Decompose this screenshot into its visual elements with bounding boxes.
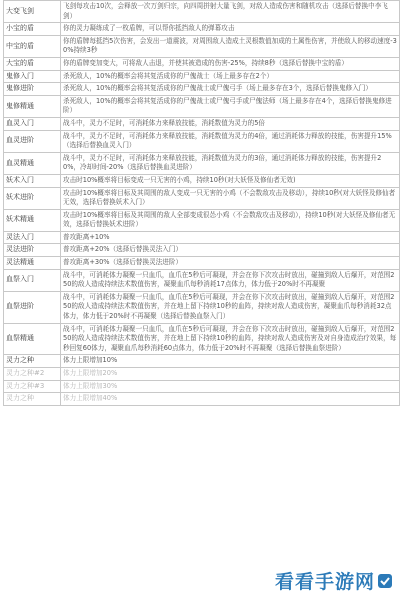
table-row [4, 257, 400, 270]
skill-name: 中宝的盾 [4, 35, 61, 57]
skill-name: 血祭入门 [4, 269, 61, 291]
skill-description: 战斗中，可消耗体力凝聚一只血爪，血爪在5秒后可凝现，并会在你下次攻击时放出，碰撞到敌人后爆开，对范围250的敌人造成持续法术数值伤害，凝聚血爪每秒消耗17点体力，体力低于20%时不再凝聚 [61, 269, 400, 291]
skill-description: 攻击时10%概率将目标及其周围的敌人变成一只无害的小鸡（不会数敌攻击及移动），持续10秒(对大妖怪及修仙者无效，选择后替换妖术入门） [61, 187, 400, 209]
skill-description: 战斗中，灵力不足时，可消耗体力来释放技能，消耗数值为灵力的3倍，通过消耗体力释放的技能，伤害提升20%，冷却时间-20%（选择后替换血灵进阶） [61, 152, 400, 174]
skill-name: 血祭进阶 [4, 291, 61, 323]
skill-name: 大变飞剑 [4, 1, 61, 23]
skill-name: 灵力之种 [4, 355, 61, 368]
skill-name: 血祭精通 [4, 323, 61, 355]
skill-name: 鬼修精通 [4, 95, 61, 117]
skill-description: 体力上限增加10% [61, 355, 400, 368]
table-row [4, 23, 400, 36]
skill-description: 战斗中，灵力不足时，可消耗体力来释放技能，消耗数值为灵力的4倍，通过消耗体力释放的技能，伤害提升15%（选择后替换血灵入门） [61, 130, 400, 152]
skill-description: 你的灵力凝练成了一枚盾牌，可以帮你抵挡敌人的弹幕攻击 [61, 23, 400, 36]
skill-name: 灵法进阶 [4, 244, 61, 257]
skill-description: 战斗中，灵力不足时，可消耗体力来释放技能，消耗数值为灵力的5倍 [61, 117, 400, 130]
table-row [4, 368, 400, 381]
skill-name: 灵力之种#3 [4, 380, 61, 393]
skill-description: 飞剑每攻击10次，会释放一次万剑归宗，向四周拼射大量飞剑，对敌人造成伤害和随机攻击（选择后替换中李飞剑） [61, 1, 400, 23]
skill-name: 灵法精通 [4, 257, 61, 270]
skill-description: 体力上限增加40% [61, 393, 400, 406]
table-row [4, 83, 400, 96]
skill-name: 灵法入门 [4, 231, 61, 244]
table-row [4, 393, 400, 406]
skill-name: 血灵精通 [4, 152, 61, 174]
table-row [4, 35, 400, 57]
skill-table [3, 0, 400, 406]
watermark-text: 看看手游网 [274, 571, 375, 593]
table-row [4, 231, 400, 244]
skill-description: 攻击时10%概率将目标变成一只无害的小鸡，持续10秒(对大妖怪及修仙者无效) [61, 174, 400, 187]
table-row [4, 187, 400, 209]
skill-name: 妖术精通 [4, 209, 61, 231]
skill-description: 普攻距离+20%（选择后替换灵法入门） [61, 244, 400, 257]
table-row [4, 130, 400, 152]
skill-name: 灵力之种 [4, 393, 61, 406]
skill-name: 鬼修进阶 [4, 83, 61, 96]
skill-description: 你的盾牌每抵挡5次伤害，会发出一道震波，对周围敌人造成土灵根数值加成的土属性伤害，并使敌人的移动速度-30%持续3秒 [61, 35, 400, 57]
skill-name: 灵力之种#2 [4, 368, 61, 381]
skill-name: 妖术入门 [4, 174, 61, 187]
skill-name: 鬼修入门 [4, 70, 61, 83]
skill-description: 体力上限增加30% [61, 380, 400, 393]
skill-name: 妖术进阶 [4, 187, 61, 209]
skill-name: 小宝的盾 [4, 23, 61, 36]
table-row [4, 57, 400, 70]
table-row [4, 269, 400, 291]
skill-description: 你的盾牌变加变大，可将敌人击退，并使其被造成的伤害-25%，持续8秒（选择后替换中宝的盾） [61, 57, 400, 70]
table-row [4, 174, 400, 187]
skill-description: 体力上限增加20% [61, 368, 400, 381]
skill-name: 大宝的盾 [4, 57, 61, 70]
skill-description: 杀死敌人，10%的概率会将其复活成你的尸傀战士或尸傀弓手或尸傀法师（场上最多存在4个，选择后替换鬼修进阶） [61, 95, 400, 117]
skill-description: 攻击时10%概率将目标及其周围的敌人全部变成很怂小鸡（不会数敌攻击及移动），持续10秒(对大妖怪及修仙者无效，选择后替换妖术进阶） [61, 209, 400, 231]
table-row [4, 355, 400, 368]
table-row [4, 95, 400, 117]
table-row [4, 323, 400, 355]
table-row [4, 244, 400, 257]
table-row [4, 380, 400, 393]
table-row [4, 209, 400, 231]
skill-description: 杀死敌人，10%的概率会将其复活成你的尸傀战士或尸傀弓手（场上最多存在3个，选择后替换鬼修入门） [61, 83, 400, 96]
skill-name: 血灵进阶 [4, 130, 61, 152]
site-watermark [271, 565, 397, 596]
table-row [4, 152, 400, 174]
skill-description: 战斗中，可消耗体力凝聚一只血爪，血爪在5秒后可凝现，并会在你下次攻击时放出，碰撞到敌人后爆开，对范围250的敌人造成持续法术数值伤害，并在地上留下持续10秒的血阵，持续对敌人造成伤害，凝聚血爪每秒消耗32点体力，体力低于20%时不再凝聚（选择后替换血祭入门） [61, 291, 400, 323]
table-row [4, 1, 400, 23]
skill-description: 普攻距离+30%（选择后替换灵法进阶） [61, 257, 400, 270]
skill-name: 血灵入门 [4, 117, 61, 130]
table-row [4, 291, 400, 323]
skill-description: 战斗中，可消耗体力凝聚一只血爪，血爪在5秒后可凝现，并会在你下次攻击时放出，碰撞到敌人后爆开，对范围250的敌人造成持续法术数值伤害，并在地上留下持续10秒的血阵，持续对敌人造成伤害及对自身造成治疗效果，每秒回复60体力，凝聚血爪每秒消耗60点体力，体力低于20%时不再凝聚（选择后替换血祭进阶） [61, 323, 400, 355]
skill-description: 杀死敌人，10%的概率会将其复活成你的尸傀战士（场上最多存在2个） [61, 70, 400, 83]
skill-description: 普攻距离+10% [61, 231, 400, 244]
site-logo-icon [377, 573, 393, 589]
table-row [4, 70, 400, 83]
table-row [4, 117, 400, 130]
